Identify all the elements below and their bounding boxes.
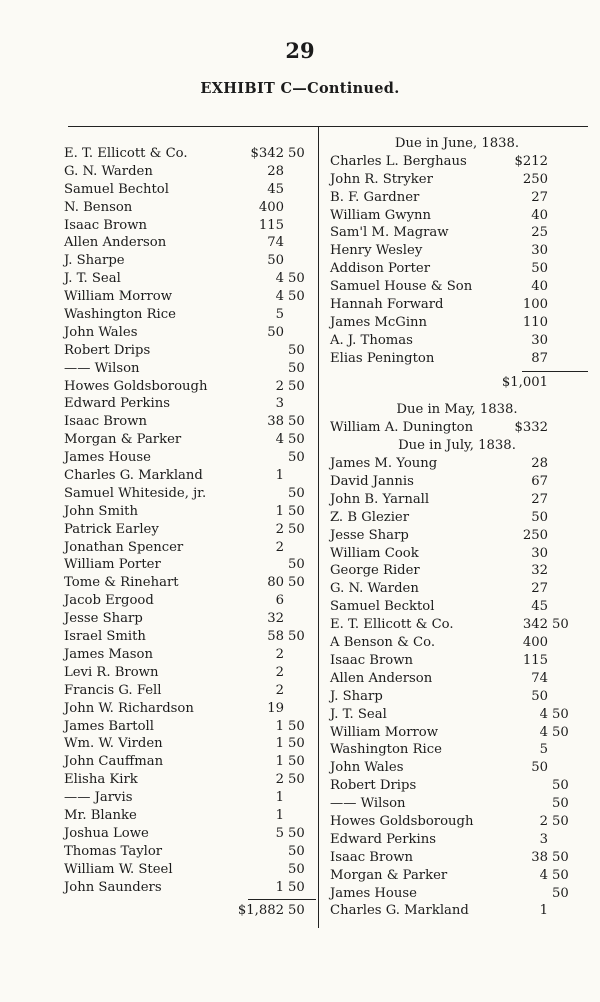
ledger-row — [58, 288, 316, 306]
ledger-row — [58, 574, 316, 592]
amount-cents: 50 — [288, 861, 305, 877]
amount-cents: 50 — [288, 521, 305, 537]
payee-name: John Smith — [64, 503, 138, 519]
ledger-row — [58, 843, 316, 861]
payee-name: Henry Wesley — [330, 243, 423, 259]
payee-name: Howes Goldsborough — [330, 813, 474, 829]
ledger-row — [322, 634, 592, 652]
amount-dollars: 4 — [275, 271, 284, 287]
amount-cents: 50 — [552, 724, 569, 740]
payee-name: Edward Perkins — [330, 831, 437, 847]
amount-dollars: 30 — [531, 332, 548, 348]
payee-name: William W. Steel — [64, 861, 173, 877]
amount-dollars: 40 — [531, 279, 548, 295]
amount-cents: 50 — [288, 718, 305, 734]
payee-name: Joshua Lowe — [64, 825, 149, 841]
payee-name: John Wales — [330, 760, 404, 776]
amount-dollars: $212 — [514, 153, 548, 169]
ledger-row — [58, 431, 316, 449]
left-total-rule-line — [248, 899, 316, 900]
amount-dollars: 50 — [531, 509, 548, 525]
ledger-row — [58, 682, 316, 700]
june-total-rule-line — [522, 371, 588, 372]
amount-dollars: 28 — [267, 163, 284, 179]
payee-name: Patrick Earley — [64, 521, 159, 537]
amount-cents: 50 — [288, 503, 305, 519]
payee-name: John Wales — [64, 324, 138, 340]
payee-name: Samuel Becktol — [330, 599, 435, 615]
amount-dollars: 27 — [531, 581, 548, 597]
amount-dollars: $1,001 — [501, 374, 548, 390]
amount-cents: 50 — [288, 271, 305, 287]
ledger-row — [58, 503, 316, 521]
ledger-row — [322, 242, 592, 260]
amount-dollars: 1 — [275, 790, 284, 806]
ledger-row — [322, 278, 592, 296]
column-divider — [318, 126, 319, 928]
payee-name: Levi R. Brown — [64, 664, 159, 680]
ledger-row — [58, 521, 316, 539]
payee-name: Samuel Whiteside, jr. — [64, 485, 207, 501]
ledger-row — [322, 562, 592, 580]
ledger-row — [322, 580, 592, 598]
ledger-row — [58, 360, 316, 378]
payee-name: John W. Richardson — [64, 700, 194, 716]
payee-name: William Porter — [64, 557, 161, 573]
ledger-row — [58, 145, 316, 163]
ledger-row — [322, 849, 592, 867]
amount-dollars: 2 — [539, 813, 548, 829]
amount-dollars: 115 — [522, 652, 548, 668]
amount-dollars: 342 — [522, 617, 548, 633]
ledger-row — [322, 207, 592, 225]
payee-name: John R. Stryker — [330, 171, 433, 187]
amount-dollars: 50 — [531, 688, 548, 704]
ledger-row — [322, 598, 592, 616]
ledger-row — [58, 485, 316, 503]
ledger-row — [322, 545, 592, 563]
payee-name: George Rider — [330, 563, 420, 579]
ledger-row — [58, 217, 316, 235]
ledger-row — [58, 378, 316, 396]
amount-dollars: 3 — [275, 396, 284, 412]
payee-name: Jesse Sharp — [330, 527, 409, 543]
amount-cents: 50 — [552, 706, 569, 722]
due-july-header-label: Due in July, 1838. — [398, 438, 516, 454]
amount-dollars: 250 — [522, 527, 548, 543]
ledger-row — [58, 413, 316, 431]
payee-name: Isaac Brown — [330, 652, 413, 668]
amount-dollars: 45 — [531, 599, 548, 615]
ledger-row — [322, 296, 592, 314]
ledger-row — [58, 753, 316, 771]
amount-dollars: 110 — [522, 314, 548, 330]
payee-name: Sam'l M. Magraw — [330, 225, 449, 241]
ledger-row — [58, 163, 316, 181]
right-ledger-column — [322, 135, 592, 920]
amount-dollars: 2 — [275, 378, 284, 394]
payee-name: Elias Penington — [330, 350, 435, 366]
ledger-row — [322, 652, 592, 670]
amount-dollars: 74 — [267, 235, 284, 251]
amount-dollars: 4 — [539, 724, 548, 740]
payee-name: Robert Drips — [330, 778, 417, 794]
page-number: 29 — [285, 38, 315, 63]
amount-cents: 50 — [288, 879, 305, 895]
ledger-row — [58, 718, 316, 736]
payee-name: James Mason — [64, 646, 153, 662]
payee-name: Francis G. Fell — [64, 682, 162, 698]
amount-dollars: 5 — [275, 825, 284, 841]
ledger-row — [58, 467, 316, 485]
payee-name: William Cook — [330, 545, 419, 561]
payee-name: B. F. Gardner — [330, 189, 420, 205]
amount-dollars: 67 — [531, 474, 548, 490]
amount-cents: 50 — [288, 146, 305, 161]
payee-name: Isaac Brown — [330, 849, 413, 865]
amount-cents: 50 — [552, 867, 569, 883]
amount-cents: 50 — [288, 432, 305, 448]
due-may-header — [322, 401, 592, 419]
ledger-row — [322, 902, 592, 920]
ledger-row — [322, 867, 592, 885]
amount-dollars: 45 — [267, 181, 284, 197]
amount-cents: 50 — [288, 450, 305, 466]
ledger-row — [58, 825, 316, 843]
ledger-row — [322, 795, 592, 813]
amount-dollars: 4 — [539, 867, 548, 883]
amount-dollars: 25 — [531, 225, 548, 241]
ledger-row — [322, 189, 592, 207]
ledger-row — [322, 741, 592, 759]
ledger-row — [322, 455, 592, 473]
payee-name: Morgan & Parker — [64, 432, 182, 448]
amount-dollars: 1 — [275, 807, 284, 823]
ledger-row — [58, 735, 316, 753]
amount-cents: 50 — [552, 885, 569, 901]
payee-name: Mr. Blanke — [64, 807, 137, 823]
amount-dollars: 1 — [539, 903, 548, 919]
payee-name: John Saunders — [64, 879, 162, 895]
amount-cents: 50 — [288, 772, 305, 788]
payee-name: James M. Young — [330, 456, 438, 472]
payee-name: Jesse Sharp — [64, 611, 143, 627]
payee-name: Wm. W. Virden — [64, 736, 163, 752]
amount-dollars: 27 — [531, 491, 548, 507]
amount-dollars: 2 — [275, 646, 284, 662]
amount-cents: 50 — [552, 849, 569, 865]
payee-name: Isaac Brown — [64, 217, 147, 233]
payee-name: Washington Rice — [64, 307, 176, 323]
payee-name: Israel Smith — [64, 629, 146, 645]
spacer — [322, 391, 592, 401]
amount-cents: 50 — [288, 289, 305, 305]
amount-dollars: 5 — [275, 307, 284, 323]
amount-cents: 50 — [288, 736, 305, 752]
amount-dollars: 4 — [275, 432, 284, 448]
ledger-row — [58, 252, 316, 270]
ledger-row — [322, 491, 592, 509]
amount-dollars: 80 — [267, 575, 284, 591]
payee-name: A Benson & Co. — [330, 635, 436, 651]
ledger-row — [322, 813, 592, 831]
ledger-row — [322, 706, 592, 724]
ledger-row — [322, 332, 592, 350]
payee-name: Z. B Glezier — [330, 509, 410, 525]
amount-cents: 50 — [288, 843, 305, 859]
amount-dollars: 100 — [522, 297, 548, 313]
payee-name: James Bartoll — [64, 718, 154, 734]
amount-cents: 50 — [552, 813, 569, 829]
payee-name: John B. Yarnall — [330, 491, 430, 507]
amount-dollars: 5 — [539, 742, 548, 758]
payee-name: William Morrow — [330, 724, 439, 740]
ledger-row — [322, 260, 592, 278]
left-column-total — [58, 902, 316, 920]
amount-cents: 50 — [288, 557, 305, 573]
payee-name: Samuel Bechtol — [64, 181, 169, 197]
payee-name: J. T. Seal — [330, 706, 387, 722]
amount-dollars: 1 — [275, 736, 284, 752]
ledger-row — [58, 342, 316, 360]
top-rule — [68, 126, 588, 127]
payee-name: N. Benson — [64, 199, 133, 215]
amount-dollars: 1 — [275, 718, 284, 734]
ledger-row — [58, 610, 316, 628]
amount-dollars: $342 — [250, 146, 284, 161]
amount-dollars: 4 — [539, 706, 548, 722]
ledger-row — [58, 628, 316, 646]
payee-name: Addison Porter — [330, 261, 431, 277]
ledger-row — [322, 509, 592, 527]
amount-dollars: 2 — [275, 772, 284, 788]
amount-dollars: 6 — [275, 593, 284, 609]
amount-dollars: 2 — [275, 539, 284, 555]
ledger-row — [58, 771, 316, 789]
ledger-row — [58, 861, 316, 879]
amount-dollars: 3 — [539, 831, 548, 847]
ledger-row — [58, 306, 316, 324]
ledger-row — [58, 324, 316, 342]
payee-name: E. T. Ellicott & Co. — [64, 146, 188, 161]
amount-dollars: $332 — [514, 420, 548, 436]
amount-cents: 50 — [288, 414, 305, 430]
amount-dollars: 50 — [267, 324, 284, 340]
ledger-row — [58, 539, 316, 557]
amount-dollars: 87 — [531, 350, 548, 366]
ledger-row — [322, 350, 592, 368]
due-june-header-label: Due in June, 1838. — [394, 136, 520, 151]
ledger-row — [322, 759, 592, 777]
payee-name: William Gwynn — [330, 207, 432, 223]
payee-name: Allen Anderson — [330, 670, 433, 686]
amount-dollars: 40 — [531, 207, 548, 223]
ledger-row — [58, 807, 316, 825]
payee-name: Edward Perkins — [64, 396, 171, 412]
amount-cents: 50 — [552, 617, 569, 633]
amount-dollars: 27 — [531, 189, 548, 205]
payee-name: E. T. Ellicott & Co. — [330, 617, 454, 633]
left-ledger-column — [58, 145, 316, 920]
payee-name: Samuel House & Son — [330, 279, 473, 295]
payee-name: William Morrow — [64, 289, 173, 305]
payee-name: John Cauffman — [64, 754, 164, 770]
payee-name: G. N. Warden — [64, 163, 153, 179]
payee-name: Howes Goldsborough — [64, 378, 208, 394]
amount-dollars: 1 — [275, 503, 284, 519]
payee-name: Hannah Forward — [330, 297, 444, 313]
amount-dollars: 400 — [522, 635, 548, 651]
ledger-row — [58, 181, 316, 199]
payee-name: James McGinn — [330, 314, 428, 330]
payee-name: J. T. Seal — [64, 271, 121, 287]
amount-dollars: 2 — [275, 682, 284, 698]
due-june-header — [322, 135, 592, 153]
amount-cents: 50 — [288, 754, 305, 770]
page-heading: EXHIBIT C—Continued. — [200, 80, 400, 97]
payee-name: Charles G. Markland — [64, 468, 203, 484]
payee-name: Isaac Brown — [64, 414, 147, 430]
amount-cents: 50 — [288, 825, 305, 841]
amount-dollars: 50 — [531, 261, 548, 277]
amount-dollars: 1 — [275, 879, 284, 895]
amount-dollars: 74 — [531, 670, 548, 686]
payee-name: —— Jarvis — [64, 790, 133, 806]
amount-dollars: 4 — [275, 289, 284, 305]
june-total — [322, 374, 592, 392]
payee-name: Elisha Kirk — [64, 772, 138, 788]
amount-dollars: 250 — [522, 171, 548, 187]
payee-name: G. N. Warden — [330, 581, 419, 597]
payee-name: Allen Anderson — [64, 235, 167, 251]
payee-name: Washington Rice — [330, 742, 442, 758]
amount-dollars: 1 — [275, 754, 284, 770]
amount-dollars: 19 — [267, 700, 284, 716]
due-may-header-label: Due in May, 1838. — [396, 402, 518, 418]
payee-name: Jacob Ergood — [64, 593, 154, 609]
ledger-row — [58, 395, 316, 413]
ledger-row — [58, 592, 316, 610]
amount-dollars: 400 — [258, 199, 284, 215]
amount-dollars: 2 — [275, 521, 284, 537]
amount-dollars: 50 — [267, 253, 284, 269]
amount-cents: 50 — [288, 360, 305, 376]
ledger-row — [322, 473, 592, 491]
ledger-row — [322, 616, 592, 634]
amount-cents: 50 — [288, 629, 305, 645]
ledger-row — [322, 527, 592, 545]
payee-name: William A. Dunington — [330, 420, 474, 436]
payee-name: David Jannis — [330, 474, 414, 490]
amount-dollars: 115 — [258, 217, 284, 233]
payee-name: —— Wilson — [330, 796, 406, 812]
amount-dollars: 32 — [267, 611, 284, 627]
ledger-row — [322, 724, 592, 742]
ledger-row — [322, 314, 592, 332]
payee-name: Charles G. Markland — [330, 903, 469, 919]
ledger-row — [322, 171, 592, 189]
amount-dollars: 38 — [267, 414, 284, 430]
ledger-row — [58, 199, 316, 217]
payee-name: A. J. Thomas — [330, 332, 413, 348]
ledger-row — [58, 270, 316, 288]
payee-name: James House — [330, 885, 417, 901]
ledger-row — [322, 688, 592, 706]
ledger-row — [322, 831, 592, 849]
ledger-row — [322, 670, 592, 688]
ledger-row — [58, 700, 316, 718]
due-july-header — [322, 437, 592, 455]
ledger-row — [58, 879, 316, 897]
payee-name: Charles L. Berghaus — [330, 153, 467, 169]
amount-cents: 50 — [288, 575, 305, 591]
payee-name: James House — [64, 450, 151, 466]
ledger-row — [322, 153, 592, 171]
payee-name: J. Sharpe — [64, 253, 125, 269]
ledger-row — [58, 664, 316, 682]
amount-dollars: 2 — [275, 664, 284, 680]
ledger-row — [58, 789, 316, 807]
ledger-row — [322, 777, 592, 795]
ledger-row — [58, 556, 316, 574]
payee-name: Jonathan Spencer — [64, 539, 184, 555]
amount-cents: 50 — [288, 342, 305, 358]
payee-name: J. Sharp — [330, 688, 383, 704]
ledger-row — [58, 449, 316, 467]
ledger-row — [322, 419, 592, 437]
ledger-row — [58, 234, 316, 252]
amount-dollars: 32 — [531, 563, 548, 579]
payee-name: Tome & Rinehart — [64, 575, 179, 591]
payee-name: Robert Drips — [64, 342, 151, 358]
amount-cents: 50 — [288, 378, 305, 394]
amount-dollars: 30 — [531, 545, 548, 561]
payee-name: Morgan & Parker — [330, 867, 448, 883]
amount-dollars: 30 — [531, 243, 548, 259]
ledger-row — [322, 885, 592, 903]
amount-cents: 50 — [288, 485, 305, 501]
amount-dollars: 58 — [267, 629, 284, 645]
amount-dollars: 50 — [531, 760, 548, 776]
amount-cents: 50 — [288, 903, 305, 919]
ledger-row — [322, 224, 592, 242]
payee-name: Thomas Taylor — [64, 843, 163, 859]
amount-dollars: 38 — [531, 849, 548, 865]
amount-dollars: 28 — [531, 456, 548, 472]
amount-cents: 50 — [552, 778, 569, 794]
payee-name: —— Wilson — [64, 360, 140, 376]
ledger-row — [58, 646, 316, 664]
amount-dollars: $1,882 — [237, 903, 284, 919]
amount-dollars: 1 — [275, 468, 284, 484]
amount-cents: 50 — [552, 796, 569, 812]
